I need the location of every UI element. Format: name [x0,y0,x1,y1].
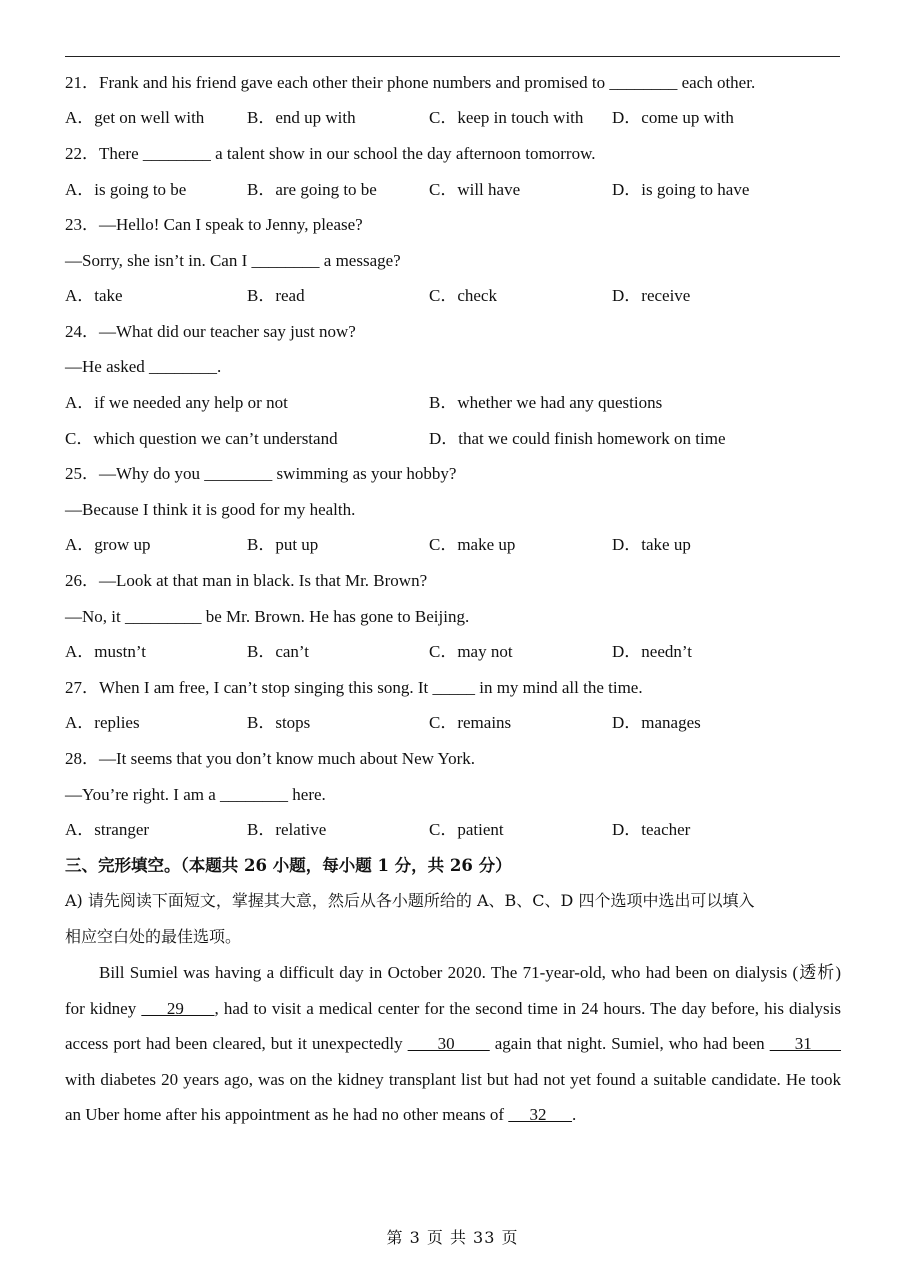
option-d: D．that we could finish homework on time [429,429,726,448]
question-25-stem: 25．—Why do you ________ swimming as your hobby? [65,464,457,483]
question-23-stem: 23．—Hello! Can I speak to Jenny, please? [65,215,363,234]
question-24-stem: 24．—What did our teacher say just now? [65,322,356,341]
option-c: C．which question we can’t understand [65,429,338,448]
top-rule [65,56,840,57]
passage-text: , had to visit a medical center for the second time in 24 hours. The day before, his dialysis access port had been cleared, but it unexpectedly [65,998,841,1054]
option-b: B．end up with [247,108,356,127]
option-a: A．take [65,286,123,305]
option-b: B．can’t [247,642,310,661]
section-instruction-cont: 相应空白处的最佳选项。 [65,927,242,946]
option-c: C．check [429,286,497,305]
blank-31: 31 [769,1034,842,1054]
question-24-reply: —He asked ________. [65,357,222,376]
cloze-passage [65,955,841,1133]
option-d: D．manages [612,713,701,732]
option-d: D．come up with [612,108,734,127]
option-b: B．whether we had any questions [429,393,663,412]
question-26-reply: —No, it _________ be Mr. Brown. He has gone to Beijing. [65,607,470,626]
question-25-reply: —Because I think it is good for my health. [65,500,356,519]
option-a: A．if we needed any help or not [65,393,288,412]
option-a: A．grow up [65,535,151,554]
option-b: B．are going to be [247,180,377,199]
question-27-stem: 27．When I am free, I can’t stop singing this song. It _____ in my mind all the time. [65,678,643,697]
section-heading: 三、完形填空。（本题共 26 小题，每小题 1 分，共 26 分） [65,856,512,875]
option-d: D．is going to have [612,180,750,199]
option-d: D．receive [612,286,691,305]
option-c: C．keep in touch with [429,108,584,127]
blank-32: 32 [508,1105,573,1125]
option-a: A．get on well with [65,108,205,127]
blank-29: 29 [141,998,215,1018]
option-b: B．read [247,286,305,305]
section-instruction: A) 请先阅读下面短文，掌握其大意，然后从各小题所给的 A、B、C、D 四个选项中选出可以填入 [65,891,755,910]
passage-text: Bill Sumiel was having a difficult day in October 2020. The 71-year-old, who had been on dialysis (透析) for kidney [65,963,841,1018]
option-d: D．needn’t [612,642,692,661]
question-28-reply: —You’re right. I am a ________ here. [65,785,326,804]
option-c: C．may not [429,642,513,661]
option-a: A．mustn’t [65,642,146,661]
option-a: A．replies [65,713,140,732]
blank-30: 30 [407,1034,490,1054]
passage-text: again that night. Sumiel, who had been [489,1034,770,1054]
passage-text: . [572,1105,577,1125]
option-b: B．stops [247,713,311,732]
question-21-stem: 21．Frank and his friend gave each other their phone numbers and promised to ________ each other. [65,73,756,92]
passage-text: with diabetes 20 years ago, was on the kidney transplant list but had not yet found a suitable candidate. He took an Uber home after his appointment as he had no other means of [65,1069,841,1125]
option-c: C．remains [429,713,512,732]
question-26-stem: 26．—Look at that man in black. Is that Mr. Brown? [65,571,428,590]
option-c: C．will have [429,180,521,199]
option-a: A．is going to be [65,180,187,199]
option-d: D．teacher [612,820,691,839]
option-a: A．stranger [65,820,150,839]
question-22-stem: 22．There ________ a talent show in our school the day afternoon tomorrow. [65,144,596,163]
page-number: 第 3 页 共 33 页 [386,1228,519,1247]
question-23-reply: —Sorry, she isn’t in. Can I ________ a message? [65,251,401,270]
option-b: B．put up [247,535,319,554]
question-28-stem: 28．—It seems that you don’t know much about New York. [65,749,476,768]
option-c: C．patient [429,820,504,839]
option-c: C．make up [429,535,516,554]
option-b: B．relative [247,820,327,839]
option-d: D．take up [612,535,691,554]
